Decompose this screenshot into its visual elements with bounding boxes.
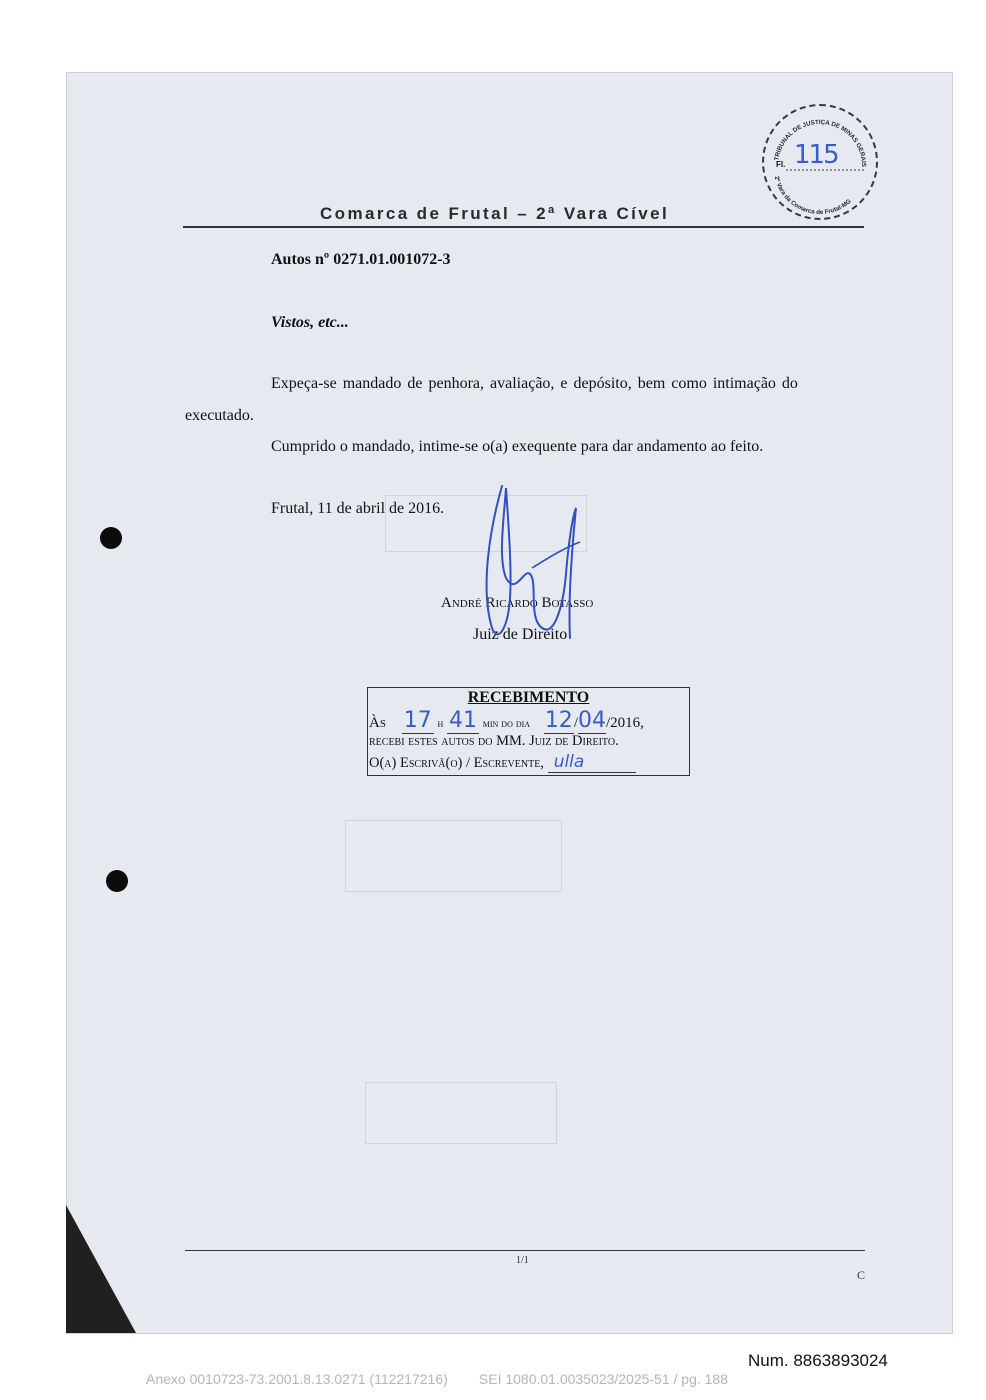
annex-right-text: SEI 1080.01.0035023/2025-51 / pg. 188 bbox=[478, 1371, 729, 1387]
punch-hole-bottom bbox=[106, 870, 128, 892]
paragraph2: Cumprido o mandado, intime-se o(a) exequente para dar andamento ao feito. bbox=[271, 438, 764, 455]
receipt-month: 04 bbox=[577, 708, 606, 733]
bleed-through-box bbox=[345, 820, 562, 892]
case-number: Autos nº 0271.01.001072-3 bbox=[271, 251, 451, 268]
receipt-hour: 17 bbox=[403, 708, 432, 733]
receipt-as-label: Às bbox=[369, 715, 386, 731]
receipt-clerk-label: O(a) Escrivã(o) / Escrevente, bbox=[369, 755, 544, 771]
receipt-year: /2016, bbox=[605, 715, 644, 731]
vistos-heading: Vistos, etc... bbox=[271, 314, 349, 331]
bleed-through-box bbox=[365, 1082, 557, 1144]
place-date: Frutal, 11 de abril de 2016. bbox=[271, 500, 445, 517]
document-number: Num. 8863893024 bbox=[748, 1351, 888, 1370]
stamp-arc-bottom-text: 2ª Vara da Comarca de Frutal-MG bbox=[772, 175, 853, 217]
header-rule bbox=[183, 226, 864, 228]
receipt-minute: 41 bbox=[448, 708, 477, 733]
stamp-arc-top-text: TRIBUNAL DE JUSTIÇA DE MINAS GERAIS bbox=[773, 118, 868, 168]
judge-title: Juiz de Direito bbox=[473, 626, 568, 643]
receipt-day: 12 bbox=[544, 708, 573, 733]
receipt-line2: recebi estes autos do MM. Juiz de Direito. bbox=[369, 733, 619, 749]
court-stamp bbox=[762, 104, 878, 220]
stamp-page-number: 115 bbox=[794, 140, 838, 170]
punch-hole-top bbox=[100, 527, 122, 549]
receipt-min-do-dia-label: min do dia bbox=[482, 716, 531, 730]
receipt-h-label: h bbox=[437, 716, 444, 730]
annex-line bbox=[146, 1371, 728, 1387]
receipt-box bbox=[367, 687, 690, 776]
svg-text:2ª Vara da Comarca de Frutal-M bbox=[773, 175, 853, 216]
paragraph1-line1: Expeça-se mandado de penhora, avaliação, e depósito, bem como intimação do bbox=[271, 375, 798, 392]
receipt-line3 bbox=[369, 752, 636, 773]
judge-signature bbox=[468, 478, 588, 648]
annex-left-text: Anexo 0010723-73.2001.8.13.0271 (112217216) bbox=[146, 1371, 448, 1387]
receipt-title: RECEBIMENTO bbox=[467, 689, 590, 706]
judge-name: André Ricardo Botasso bbox=[441, 595, 594, 611]
receipt-clerk-initials: ulla bbox=[548, 752, 636, 773]
footer-letter: C bbox=[857, 1268, 866, 1282]
folded-corner-shadow bbox=[66, 1205, 136, 1333]
footer-page-number: 1/1 bbox=[516, 1255, 529, 1266]
stamp-fl-label: Fl. bbox=[776, 160, 786, 169]
court-header: Comarca de Frutal – 2ª Vara Cível bbox=[320, 204, 670, 223]
paragraph1-line2: executado. bbox=[185, 407, 254, 424]
footer-rule bbox=[185, 1250, 865, 1251]
receipt-line1: Às 17 h 41 min do dia 12/04/2016, bbox=[369, 708, 644, 733]
